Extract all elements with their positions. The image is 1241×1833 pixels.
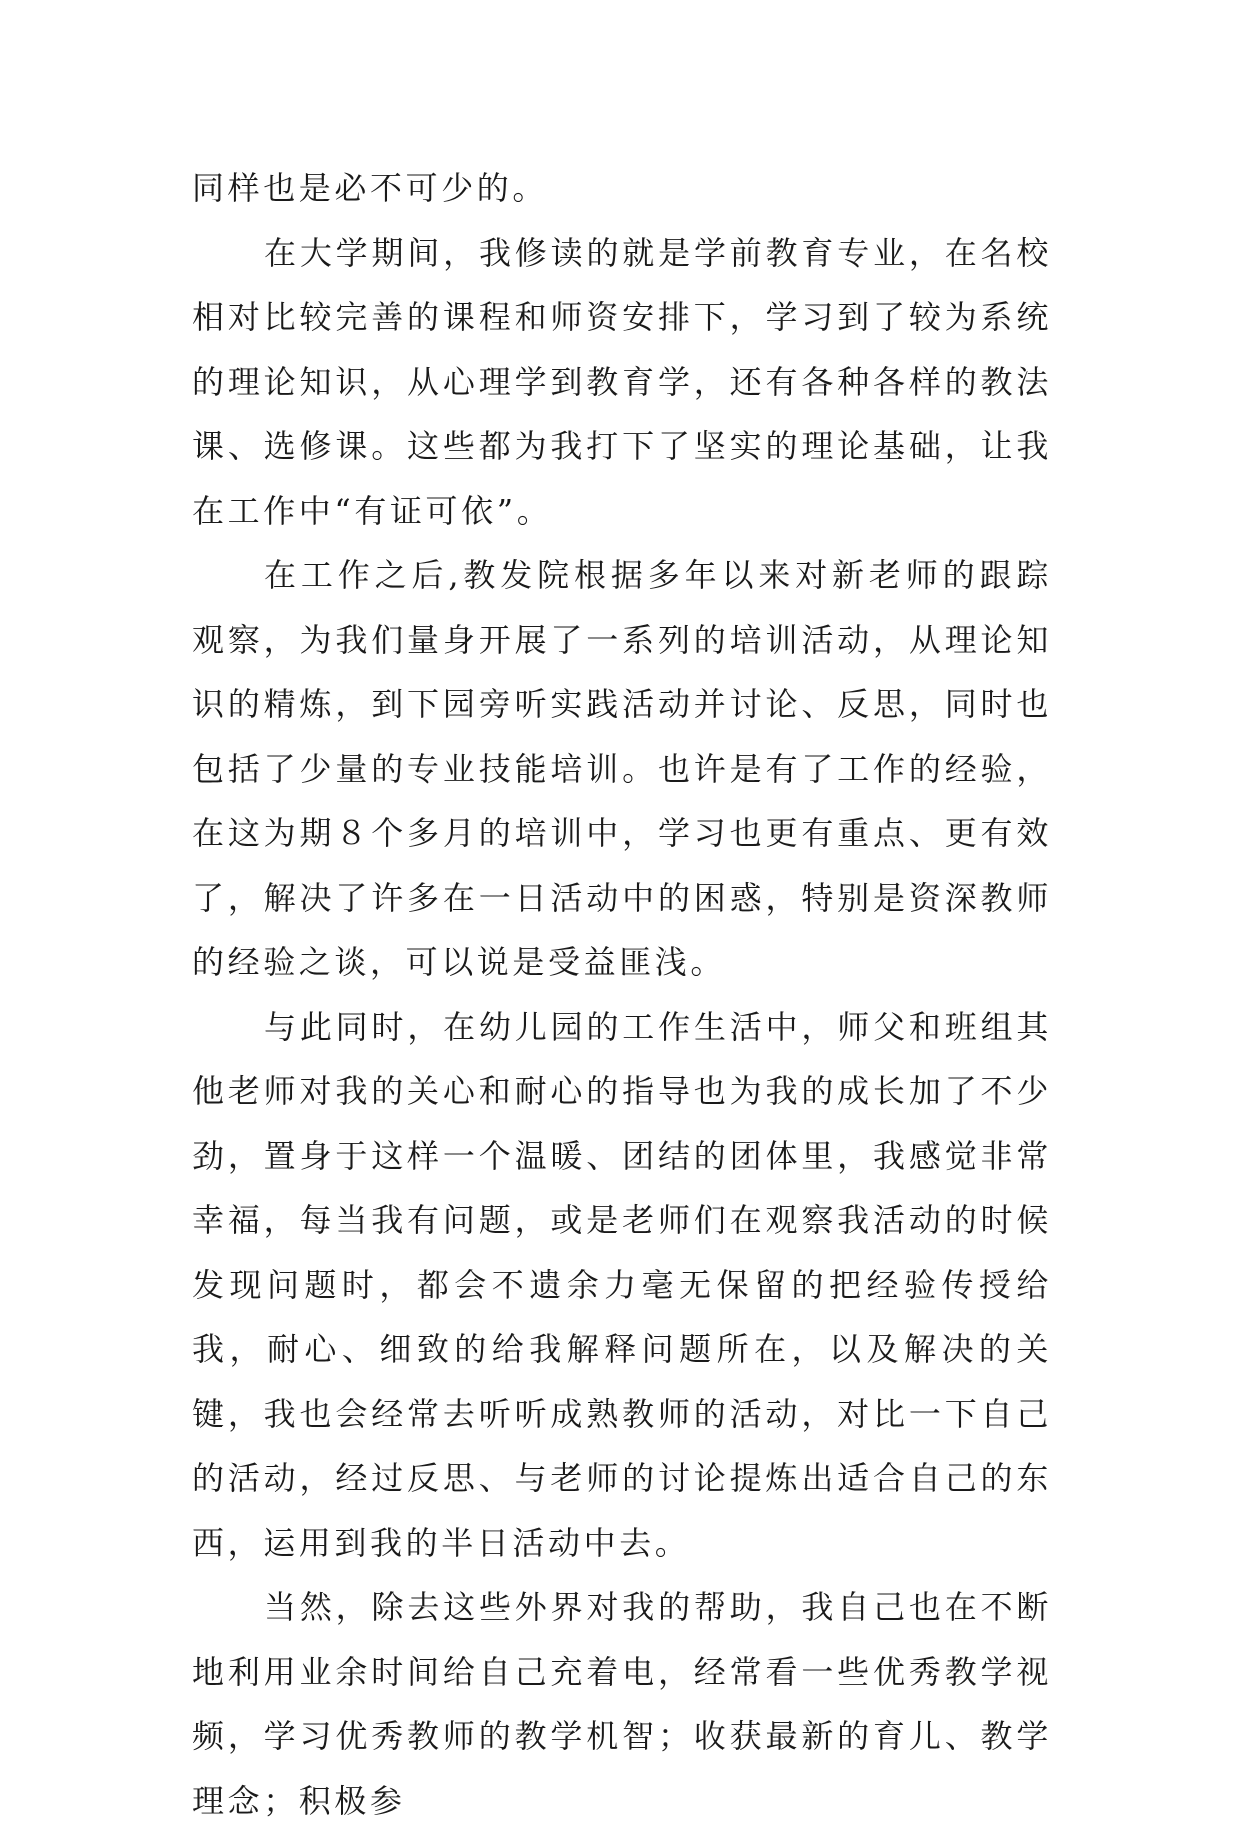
document-body [192, 156, 1052, 1833]
paragraph-self-study: 当然，除去这些外界对我的帮助，我自己也在不断地利用业余时间给自己充着电，经常看一些优秀教学视频，学习优秀教师的教学机智；收获最新的育儿、教学理念；积极参 [192, 1588, 1052, 1820]
paragraph-mentor-guidance: 与此同时，在幼儿园的工作生活中，师父和班组其他老师对我的关心和耐心的指导也为我的成长加了不少劲，置身于这样一个温暖、团结的团体里，我感觉非常幸福，每当我有问题，或是老师们在观察我活动的时候发现问题时，都会不遗余力毫无保留的把经验传授给我，耐心、细致的给我解释问题所在，以及解决的关键，我也会经常去听听成熟教师的活动，对比一下自己的活动，经过反思、与老师的讨论提炼出适合自己的东西，运用到我的半日活动中去。 [192, 1007, 1052, 1562]
paragraph-training-after-work: 在工作之后,教发院根据多年以来对新老师的跟踪观察，为我们量身开展了一系列的培训活动，从理论知识的精炼，到下园旁听实践活动并讨论、反思，同时也包括了少量的专业技能培训。也许是有了工作的经验，在这为期８个多月的培训中，学习也更有重点、更有效了，解决了许多在一日活动中的困惑，特别是资深教师的经验之谈，可以说是受益匪浅。 [192, 556, 1052, 981]
paragraph-continuation: 同样也是必不可少的。 [192, 169, 549, 207]
paragraph-university-study: 在大学期间，我修读的就是学前教育专业，在名校相对比较完善的课程和师资安排下，学习到了较为系统的理论知识，从心理学到教育学，还有各种各样的教法课、选修课。这些都为我打下了坚实的理论基础，让我在工作中“有证可依”。 [192, 233, 1052, 530]
